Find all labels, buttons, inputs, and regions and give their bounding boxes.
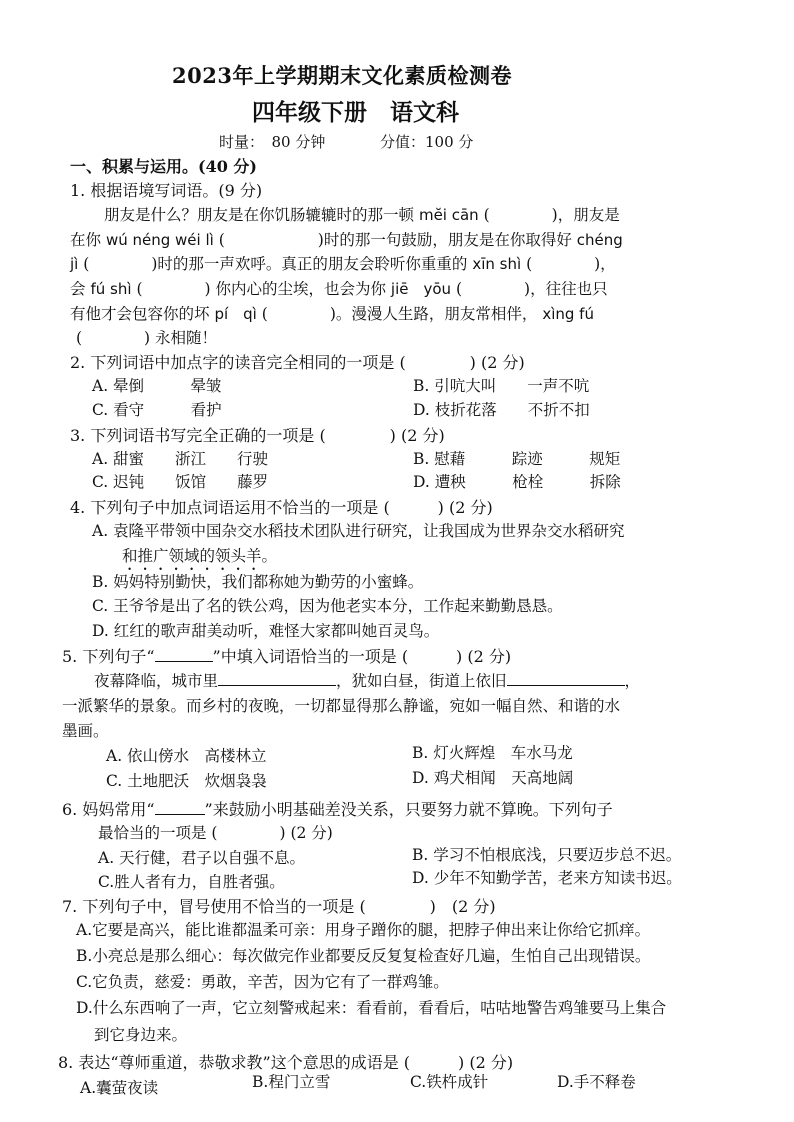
- q6-option-d[interactable]: D. 少年不知勤学苦，老来方知读书迟。: [412, 869, 682, 887]
- q4-option-a-cont: 和推广领域的领头羊。: [122, 547, 278, 565]
- q3-option-c[interactable]: C. 迟钝 饭馆 藤罗: [92, 473, 269, 491]
- pinyin-ji: jì: [70, 255, 79, 273]
- q1-text: 在你: [70, 231, 102, 249]
- pinyin-jie-you: jiē yōu: [390, 280, 452, 298]
- q1-line4: [70, 277, 608, 299]
- exam-time: 时量： 80 分钟: [219, 133, 326, 151]
- q5-text: ，: [624, 672, 641, 690]
- q8-option-b[interactable]: B.程门立雪: [252, 1073, 331, 1091]
- q1-answer-blank[interactable]: ( ) 永相随！: [76, 329, 218, 347]
- pinyin-fu-shi: fú shì: [90, 280, 132, 298]
- q7-option-d-cont: 到它身边来。: [94, 1026, 188, 1044]
- q5-passage-line2: 一派繁华的景象。而乡村的夜晚，一切都显得那么静谧，宛如一幅自然、和谐的水: [62, 697, 621, 715]
- q5-stem-text: ”中填入词语恰当的一项是 ( ) (2 分): [212, 647, 512, 666]
- q5-answer-blank[interactable]: [507, 670, 625, 686]
- q2-option-a[interactable]: A. 晕倒 晕皱: [92, 377, 222, 395]
- q2-stem: 2. 下列词语中加点字的读音完全相同的一项是 ( ) (2 分): [70, 353, 525, 372]
- q7-option-d[interactable]: D.什么东西响了一声，它立刻警戒起来：看看前，看看后，咕咕地警告鸡雏要马上集合: [76, 999, 667, 1017]
- exam-score: 分值：100 分: [380, 133, 474, 151]
- q1-line1: [104, 203, 620, 225]
- q8-option-a[interactable]: A.囊萤夜读: [80, 1079, 159, 1097]
- q5-answer-blank[interactable]: [218, 670, 336, 686]
- pinyin-wu-neng-wei-li: wú néng wéi lì: [105, 231, 214, 249]
- q4-option-a[interactable]: A. 袁隆平带领中国杂交水稻技术团队进行研究，让我国成为世界杂交水稻研究: [92, 522, 625, 540]
- q2-option-c[interactable]: C. 看守 看护: [92, 401, 222, 419]
- q1-answer-blank[interactable]: ( )，往往也只: [455, 280, 608, 298]
- q5-text: ，犹如白昼，街道上依旧: [336, 672, 507, 690]
- q6-option-b[interactable]: B. 学习不怕根底浅，只要迈步总不迟。: [412, 846, 682, 864]
- q1-line5: [70, 302, 594, 324]
- q6-option-a[interactable]: A. 天行健，君子以自强不息。: [98, 849, 306, 867]
- q6-option-c[interactable]: C.胜人者有力，自胜者强。: [98, 873, 285, 891]
- q5-passage-line1: [94, 669, 640, 691]
- q1-answer-blank[interactable]: ( )，: [526, 255, 616, 273]
- q6-stem-text: ”来鼓励小明基础差没关系，只要努力就不算晚。下列句子: [204, 800, 613, 819]
- exam-title: 2023年上学期期末文化素质检测卷: [172, 63, 512, 88]
- q7-option-b[interactable]: B.小亮总是那么细心：每次做完作业都要反反复复检查好几遍，生怕自己出现错误。: [76, 947, 651, 965]
- q5-passage-line3: 墨画。: [62, 722, 109, 740]
- q8-option-c[interactable]: C.铁杵成针: [410, 1073, 489, 1091]
- exam-subtitle: 四年级下册 语文科: [252, 99, 459, 126]
- pinyin-xing-fu: xìng fú: [542, 305, 594, 323]
- q1-text: 会: [70, 280, 86, 298]
- q6-stem-line2: 最恰当的一项是 ( ) (2 分): [98, 824, 333, 842]
- q4-option-d[interactable]: D. 红红的歌声甜美动听，难怪大家都叫她百灵鸟。: [92, 622, 440, 640]
- q7-stem: 7. 下列句子中，冒号使用不恰当的一项是 ( ) (2 分): [62, 897, 496, 916]
- q1-answer-blank[interactable]: ( ) 你内心的尘埃，也会为你: [136, 280, 386, 298]
- q1-answer-blank[interactable]: ( )时的那一句鼓励，朋友是在你取得好: [218, 231, 572, 249]
- q3-option-d[interactable]: D. 遭秧 枪栓 拆除: [413, 473, 621, 491]
- q6-stem: [62, 797, 613, 820]
- q4-option-b[interactable]: B. 妈妈特别勤快，我们都称她为勤劳的小蜜蜂。: [92, 573, 424, 591]
- q1-answer-blank[interactable]: ( )，朋友是: [483, 206, 620, 224]
- q3-option-a[interactable]: A. 甜蜜 浙江 行驶: [92, 450, 269, 468]
- q3-option-b[interactable]: B. 慰藉 踪迹 规矩: [413, 450, 621, 468]
- q1-answer-blank[interactable]: ( )时的那一声欢呼。真正的朋友会聆听你重重的: [83, 255, 468, 273]
- q1-line3: [70, 252, 616, 274]
- q7-option-c[interactable]: C.它负责，慈爱：勇敢，辛苦，因为它有了一群鸡雏。: [76, 973, 449, 991]
- pinyin-pi-qi: pí qì: [214, 305, 257, 323]
- q7-option-a[interactable]: A.它要是高兴，能比谁都温柔可亲：用身子蹭你的腿，把脖子伸出来让你给它抓痒。: [76, 921, 651, 939]
- q5-stem: [62, 644, 511, 667]
- pinyin-xin-shi: xīn shì: [472, 255, 522, 273]
- section-heading: 一、积累与运用。(40 分): [70, 157, 257, 176]
- q5-text: 夜幕降临，城市里: [94, 672, 219, 690]
- q5-option-c[interactable]: C. 土地肥沃 炊烟袅袅: [106, 772, 267, 790]
- q6-stem-blank: [155, 799, 205, 815]
- q2-option-b[interactable]: B. 引吭大叫 一声不吭: [413, 377, 590, 395]
- q5-option-b[interactable]: B. 灯火辉煌 车水马龙: [412, 744, 573, 762]
- q5-stem-blank: [155, 646, 213, 662]
- q8-stem: 8. 表达“尊师重道，恭敬求教”这个意思的成语是 ( ) (2 分): [58, 1053, 514, 1072]
- q6-stem-text: 6. 妈妈常用“: [62, 800, 155, 819]
- q8-option-d[interactable]: D.手不释卷: [557, 1073, 636, 1091]
- q1-answer-blank[interactable]: ( )。漫漫人生路，朋友常相伴，: [261, 305, 538, 323]
- q5-stem-text: 5. 下列句子“: [62, 647, 155, 666]
- q5-option-a[interactable]: A. 依山傍水 高楼林立: [106, 747, 267, 765]
- q1-stem: 1. 根据语境写词语。(9 分): [70, 181, 263, 200]
- pinyin-cheng: chéng: [576, 231, 623, 249]
- q1-line2: [70, 228, 623, 250]
- q1-text: 朋友是什么？朋友是在你饥肠辘辘时的那一顿: [104, 206, 415, 224]
- q1-text: 有他才会包容你的坏: [70, 305, 210, 323]
- q5-option-d[interactable]: D. 鸡犬相闻 天高地阔: [412, 769, 574, 787]
- q4-stem: 4. 下列句子中加点词语运用不恰当的一项是 ( ) (2 分): [70, 498, 493, 517]
- q4-option-c[interactable]: C. 王爷爷是出了名的铁公鸡，因为他老实本分，工作起来勤勤恳恳。: [92, 597, 563, 615]
- q3-stem: 3. 下列词语书写完全正确的一项是 ( ) (2 分): [70, 426, 445, 445]
- q2-option-d[interactable]: D. 枝折花落 不折不扣: [413, 401, 590, 419]
- pinyin-mei-can: mĕi cān: [418, 206, 479, 224]
